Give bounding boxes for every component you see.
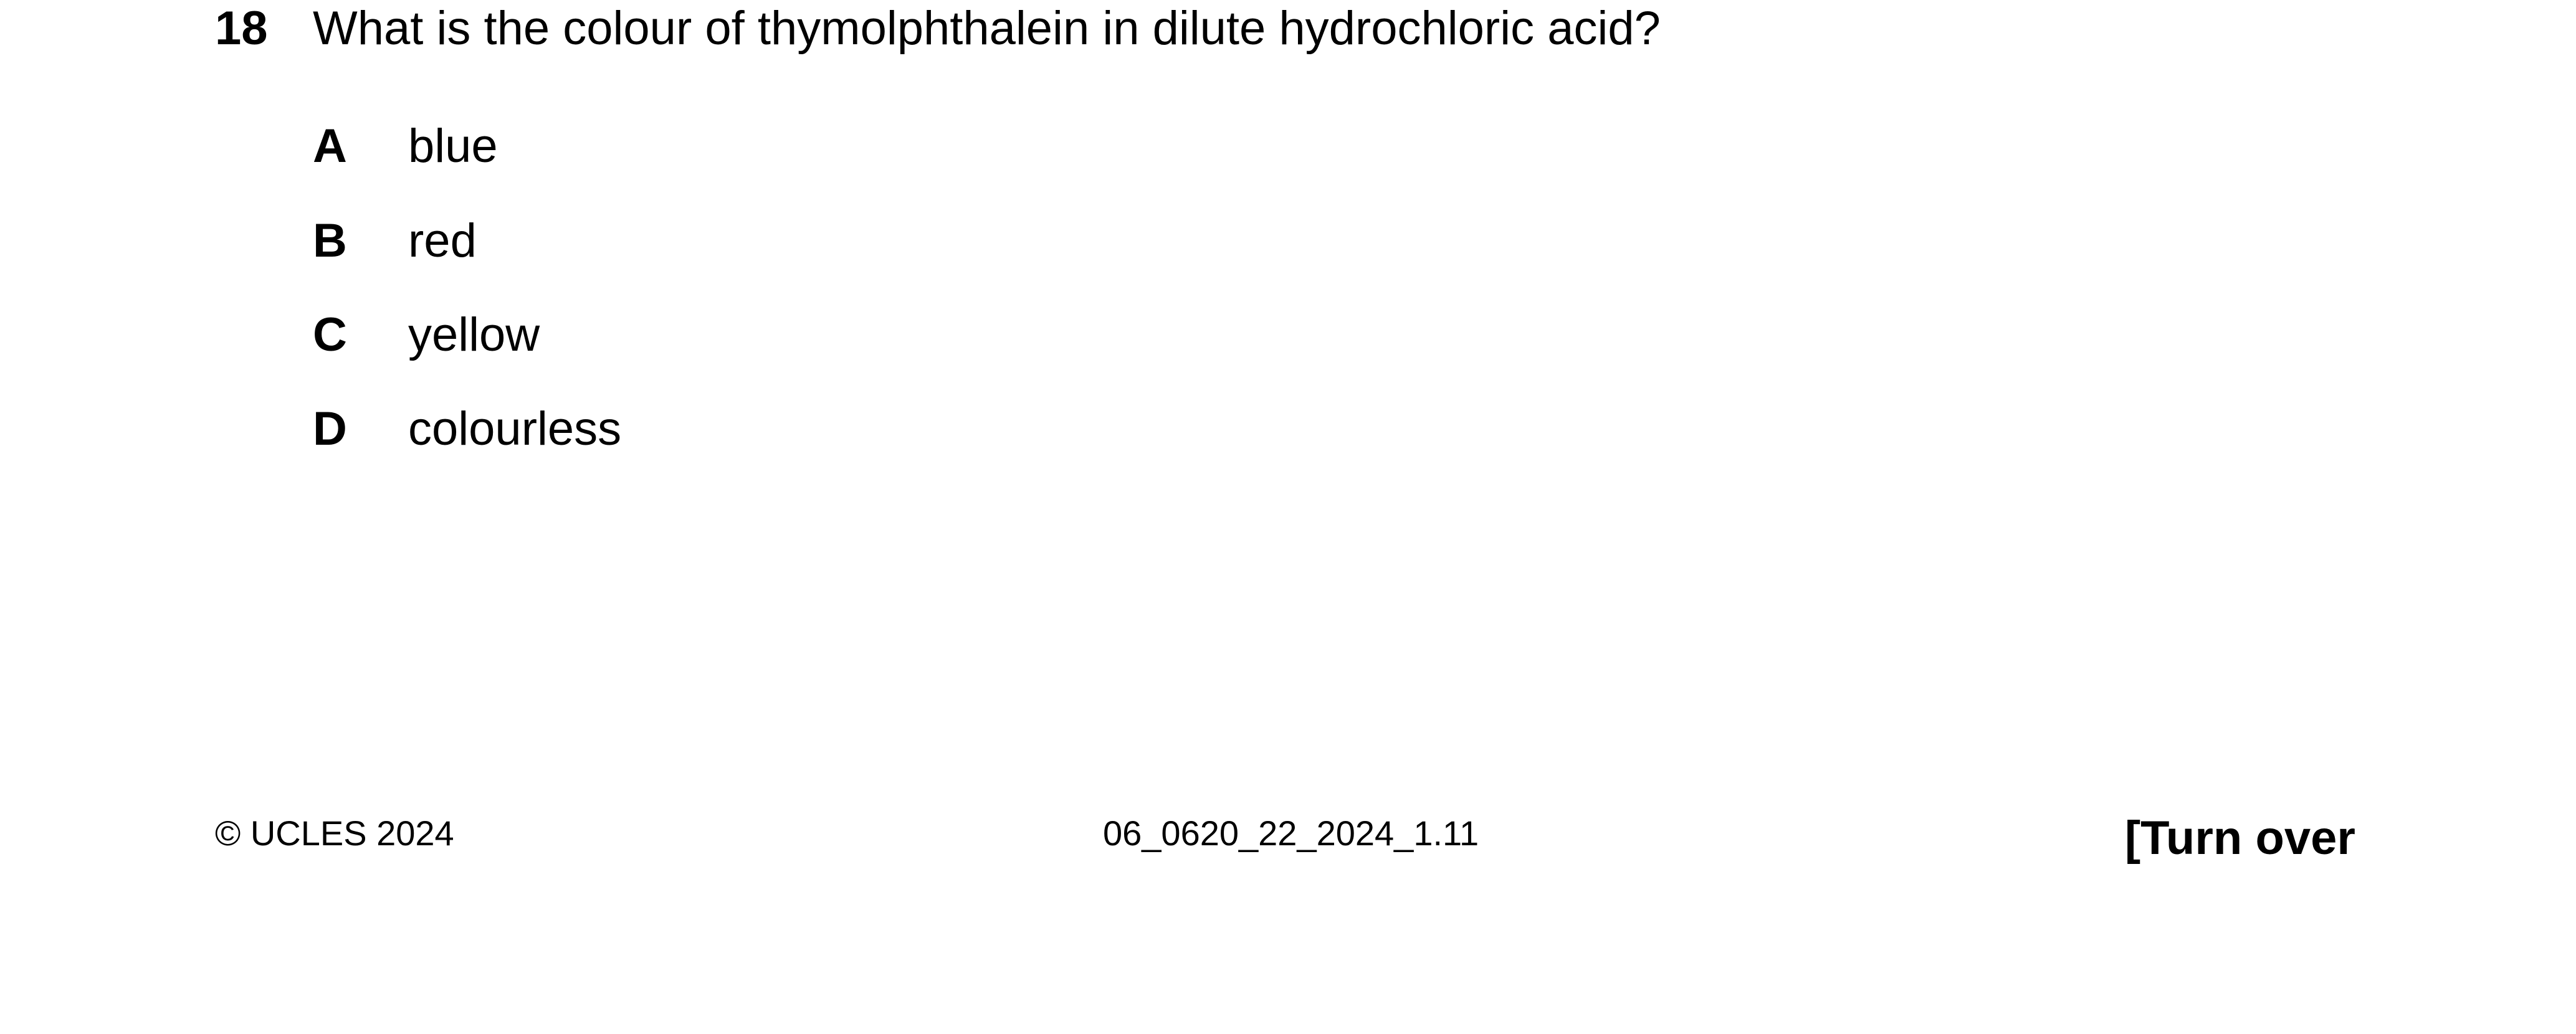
option-letter: D [313,402,347,455]
option-letter: B [313,214,347,267]
option-text: red [408,214,477,267]
copyright-notice: © UCLES 2024 [215,813,454,853]
question-number: 18 [215,2,268,55]
option-text: colourless [408,402,622,455]
option-letter: A [313,120,347,173]
option-text: yellow [408,308,540,361]
paper-code: 06_0620_22_2024_1.11 [1103,813,1479,853]
option-letter: C [313,308,347,361]
question-text: What is the colour of thymolphthalein in dilute hydrochloric acid? [313,2,1661,55]
turn-over-label: [Turn over [2124,812,2355,865]
option-text: blue [408,120,498,173]
